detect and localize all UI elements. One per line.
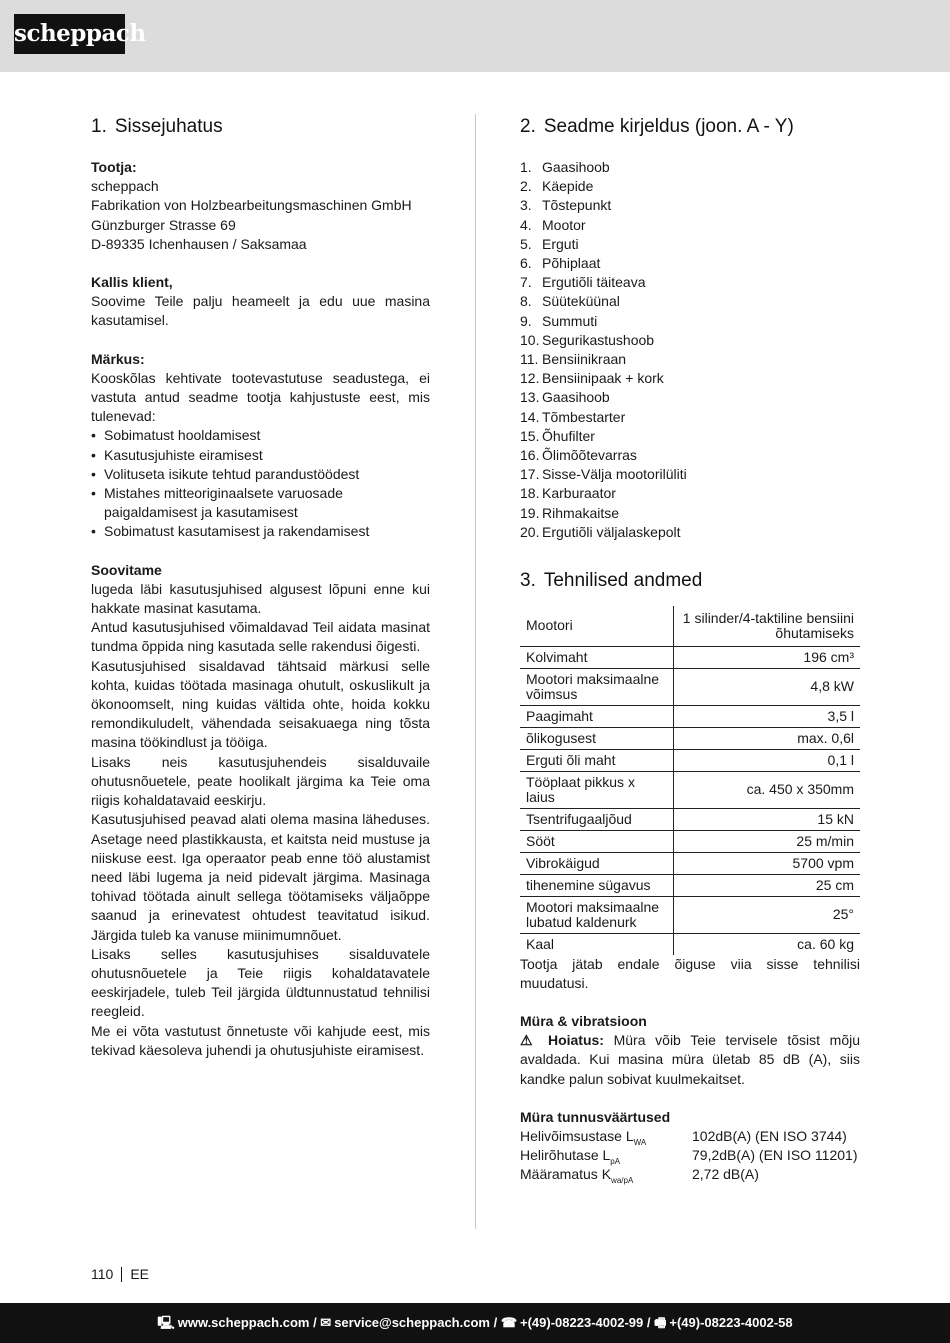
list-item: 11. Bensiinikraan xyxy=(520,351,627,368)
list-item: 15. Õhufilter xyxy=(520,427,595,444)
list-item: 1. Gaasihoob xyxy=(520,159,610,175)
paragraph: lugeda läbi kasutusjuhised algusest lõpuni enne kui hakkate masinat kasutama. xyxy=(91,580,430,617)
noise-row: Määramatus $K_{wa/pA}$ 2,72 dB(A) xyxy=(520,1166,759,1186)
list-item: 7. Ergutiõli täiteava xyxy=(520,274,646,291)
tech-heading: 3. Tehnilised andmed xyxy=(520,570,703,592)
list-item: 9. Summuti xyxy=(520,312,598,329)
list-item: 16. Õlimõõtevarras xyxy=(520,447,637,464)
column-divider xyxy=(475,114,476,1229)
paragraph: Kasutusjuhised peavad alati olema masina läheduses. Asetage need plastikkausta, et kaitsta neid mustuse ja niiskuse eest. Iga operaator peab enne töö alustamist need läbi lugema ja neid pidevalt järgima. Masinaga tohivad töötada ainult sellega töötamiseks väljaõppe saanud ja erinevatest ohtudest teavitatud isikud. Järgida tuleb ka vanuse miinimumnõuet. xyxy=(91,811,430,943)
computer-icon: 🖳 xyxy=(157,1315,175,1330)
right-column xyxy=(520,114,860,1185)
list-item: 14. Tõmbestarter xyxy=(520,408,626,425)
list-item: 17. Sisse-Välja mootorilüliti xyxy=(520,466,687,483)
warning-text: ⚠ Hoiatus: Müra võib Teie tervisele tõsist mõju avaldada. Kui masina müra ületab 85 dB (A), siis kandke palun sobivat kuulmekaitset. xyxy=(520,1032,860,1087)
list-item: 12. Bensiinipaak + kork xyxy=(520,370,664,387)
paragraph: Me ei võta vastutust õnnetuste või kahjude eest, mis tekivad käesoleva juhendi ja ohutusjuhiste eiramisest. xyxy=(91,1022,430,1058)
page-number: 110 EE xyxy=(91,1266,150,1282)
noise-row: Helirõhutase $L_{pA}$ 79,2dB(A) (EN ISO 11201) xyxy=(520,1147,858,1166)
table-row: Kaal ca. 60 kg xyxy=(520,933,860,955)
table-row: Tsentrifugaaljõud 15 kN xyxy=(520,808,860,830)
list-item: • Volituseta isikute tehtud parandustöödest xyxy=(91,465,430,484)
fax-icon: 🖷 xyxy=(654,1315,667,1330)
warning-label: ⚠ Hoiatus: xyxy=(520,1032,604,1049)
list-item: 4. Mootor xyxy=(520,216,586,233)
intro-heading: 1. Sissejuhatus xyxy=(91,116,223,137)
table-row: õlikogusest max. 0,6l xyxy=(520,727,860,749)
table-row: Mootori maksimaalne võimsus 4,8 kW xyxy=(520,668,860,705)
list-item: 18. Karburaator xyxy=(520,485,616,502)
contact-footer: 🖳 www.scheppach.com / ✉ service@scheppach.com / ☎ +(49)-08223-4002-99 / 🖷 +(49)-08223-4002-58 xyxy=(0,1303,950,1343)
spec-table xyxy=(520,606,860,955)
note-label: Märkus: xyxy=(91,350,145,367)
website-link[interactable]: www.scheppach.com xyxy=(177,1315,310,1330)
recommend-label: Soovitame xyxy=(91,561,162,578)
maker-address: scheppach Fabrikation von Holzbearbeitungsmaschinen GmbH Günzburger Strasse 69 D-89335 Ichenhausen / Saksamaa xyxy=(91,178,412,252)
list-item: 20. Ergutiõli väljalaskepolt xyxy=(520,523,681,540)
noise-values xyxy=(520,1127,860,1185)
table-row: Vibrokäigud 5700 vpm xyxy=(520,852,860,874)
list-item: 10. Segurikastushoob xyxy=(520,331,655,348)
noise-values-heading: Müra tunnusväärtused xyxy=(520,1108,671,1125)
table-row: Mootori maksimaalne lubatud kaldenurk 25° xyxy=(520,896,860,933)
list-item: 13. Gaasihoob xyxy=(520,389,610,406)
list-item: • Sobimatust hooldamisest xyxy=(91,426,430,445)
list-item: • Mistahes mitteoriginaalsete varuosade paigaldamisest ja kasutamisest xyxy=(91,484,430,522)
phone-icon: ☎ xyxy=(500,1315,518,1330)
list-item: 6. Põhiplaat xyxy=(520,255,601,272)
table-row: Tööplaat pikkus x laius ca. 450 x 350mm xyxy=(520,771,860,808)
table-row: Mootori 1 silinder/4-taktiline bensiini õhutamiseks xyxy=(520,606,860,646)
maker-label: Tootja: xyxy=(91,159,137,175)
paragraph: Lisaks selles kasutusjuhises sisalduvatele ohutusnõuetele ja Teie riigis kohaldatavatele eeskirjadele, tuleb Teil järgida üldtunnustatud tehnilisi reegleid. xyxy=(91,945,430,1020)
parts-list xyxy=(520,158,860,542)
fax-number: +(49)-08223-4002-58 xyxy=(669,1315,793,1330)
paragraph: Kasutusjuhised sisaldavad tähtsaid märkusi selle kohta, kuidas töötada masinaga ohutult, oskuslikult ja ökonoomselt, ning kuidas vältida ohte, hoida kokku remondikuludelt, vähendada seisakuaega ning tõsta masina töökindlust ja tööiga. xyxy=(91,657,430,751)
list-item: 2. Käepide xyxy=(520,178,594,195)
email-icon: ✉ xyxy=(320,1315,332,1330)
paragraph: Lisaks neis kasutusjuhendeis sisalduvaile ohutusnõuetele, peate hoolikalt järgima ka Teie oma riigis kohaldatavaid eeskirju. xyxy=(91,753,430,809)
note-text: Kooskõlas kehtivate tootevastutuse seadustega, ei vastuta antud seadme tootja kahjustuste eest, mis tulenevad: xyxy=(91,369,430,425)
table-row: Sööt 25 m/min xyxy=(520,830,860,852)
noise-row: Helivõimsustase $L_{WA}$ 102dB(A) (EN ISO 3744) xyxy=(520,1127,847,1147)
table-row: Paagimaht 3,5 l xyxy=(520,705,860,727)
list-item: • Sobimatust kasutamisest ja rakendamisest xyxy=(91,522,430,541)
list-item: 19. Rihmakaitse xyxy=(520,504,620,521)
table-row: Kolvimaht 196 cm³ xyxy=(520,646,860,668)
list-item: 8. Süüteküünal xyxy=(520,293,620,310)
scheppach-logo: scheppach xyxy=(14,14,125,54)
description-heading: 2. Seadme kirjeldus (joon. A - Y) xyxy=(520,116,794,137)
dear-text: Soovime Teile palju heameelt ja edu uue masina kasutamisel. xyxy=(91,293,430,329)
noise-heading: Müra & vibratsioon xyxy=(520,1012,647,1029)
list-item: 5. Erguti xyxy=(520,235,579,252)
list-item: • Kasutusjuhiste eiramisest xyxy=(91,446,430,465)
table-row: tihenemine sügavus 25 cm xyxy=(520,874,860,896)
page-header xyxy=(0,0,950,72)
paragraph: Antud kasutusjuhised võimaldavad Teil aidata masinat tundma õppida ning kasutada selle rakendusi õigesti. xyxy=(91,619,430,655)
list-item: 3. Tõstepunkt xyxy=(520,197,612,214)
spec-note: Tootja jätab endale õiguse viia sisse tehnilisi muudatusi. xyxy=(520,955,860,991)
email-link[interactable]: service@scheppach.com xyxy=(334,1315,490,1330)
left-column xyxy=(91,114,430,1060)
dear-label: Kallis klient, xyxy=(91,274,173,291)
note-list xyxy=(91,426,430,541)
phone-number: +(49)-08223-4002-99 xyxy=(520,1315,644,1330)
table-row: Erguti õli maht 0,1 l xyxy=(520,749,860,771)
